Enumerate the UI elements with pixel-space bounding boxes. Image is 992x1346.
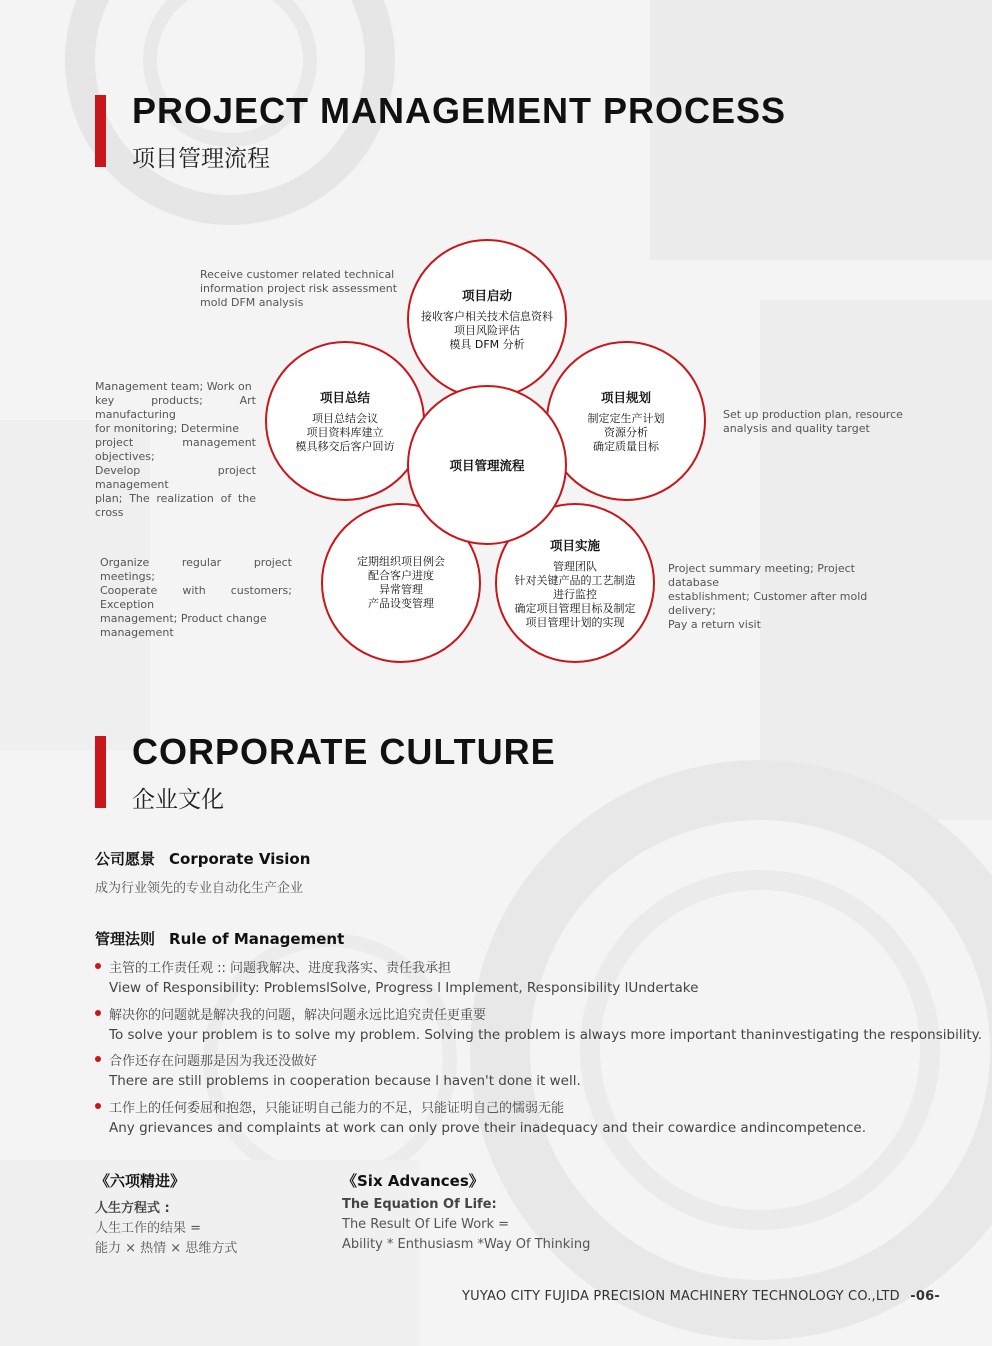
- circle-line: 模具 DFM 分析: [449, 338, 525, 351]
- circle-line: 接收客户相关技术信息资料: [421, 310, 553, 323]
- bullet-dot: [95, 1103, 101, 1109]
- circle-title: 项目总结: [319, 390, 370, 405]
- rules-label-cn: 管理法则: [95, 930, 156, 948]
- rule-text-cn: 工作上的任何委屈和抱怨，只能证明自己能力的不足，只能证明自己的懦弱无能: [109, 1101, 565, 1116]
- bullet-dot: [95, 963, 101, 969]
- circle-line: 针对关键产品的工艺制造: [514, 574, 636, 587]
- section-title-cn: 企业文化: [132, 787, 224, 813]
- page-title-cn: 项目管理流程: [132, 146, 270, 172]
- circle-line: 项目风险评估: [454, 324, 520, 337]
- circle-line: 确定质量目标: [593, 440, 659, 453]
- note-project-planning: Set up production plan, resource analysis and quality target: [723, 408, 903, 435]
- bullet-dot: [95, 1010, 101, 1016]
- advances-line1-cn: 人生工作的结果 =: [95, 1221, 202, 1236]
- circle-title: 项目实施: [549, 538, 600, 553]
- advances-sub-cn: 人生方程式 :: [95, 1201, 170, 1216]
- section-title: CORPORATE CULTURE: [132, 731, 556, 772]
- rule-text-cn: 主管的工作责任观 :: 问题我解决、进度我落实、责任我承担: [109, 961, 452, 976]
- rules-heading: [95, 928, 344, 949]
- circle-line: 配合客户进度: [368, 569, 434, 582]
- advances-line2-en: Ability * Enthusiasm *Way Of Thinking: [342, 1237, 591, 1252]
- rule-text-cn: 解决你的问题就是解决我的问题，解决问题永远比追究责任更重要: [109, 1008, 487, 1023]
- vision-label-cn: 公司愿景: [95, 850, 156, 868]
- circle-project-summary: [265, 341, 425, 501]
- rule-text-cn: 合作还存在问题那是因为我还没做好: [109, 1054, 318, 1069]
- note-project-control: Organize regular project meetings; Cooperate with customers; Exception management; Product change management: [100, 556, 292, 639]
- circle-line: 资源分析: [604, 426, 648, 439]
- vision-text: 成为行业领先的专业自动化生产企业: [95, 881, 304, 896]
- rules-label-en: Rule of Management: [169, 930, 345, 948]
- circle-line: 进行监控: [553, 588, 597, 601]
- section-accent-bar: [95, 95, 106, 167]
- circle-line: 定期组织项目例会: [357, 555, 445, 568]
- circle-project-start: [407, 239, 567, 399]
- footer-company: YUYAO CITY FUJIDA PRECISION MACHINERY TECHNOLOGY CO.,LTD: [462, 1289, 900, 1304]
- center-title: 项目管理流程: [449, 458, 525, 473]
- section-accent-bar: [95, 736, 106, 808]
- circle-line: 异常管理: [379, 583, 423, 596]
- rule-text-en: Any grievances and complaints at work can only prove their inadequacy and their cowardice andincompetence.: [109, 1120, 867, 1136]
- page-number: -06-: [910, 1289, 940, 1304]
- circle-line: 制定定生产计划: [587, 412, 665, 425]
- note-project-start: Receive customer related technical information project risk assessment mold DFM analysis: [200, 268, 398, 309]
- advances-line2-cn: 能力 × 热情 × 思维方式: [95, 1241, 238, 1256]
- advances-title-en: 《Six Advances》: [342, 1172, 484, 1190]
- advances-line1-en: The Result Of Life Work =: [342, 1217, 510, 1232]
- circle-line: 项目管理计划的实现: [525, 616, 625, 629]
- circle-project-planning: [546, 341, 706, 501]
- rule-text-en: To solve your problem is to solve my problem. Solving the problem is always more important thaninvestigating the responsibility.: [109, 1027, 982, 1043]
- page-title: PROJECT MANAGEMENT PROCESS: [132, 90, 787, 131]
- advances-title-cn: 《六项精进》: [95, 1172, 186, 1190]
- circle-line: 确定项目管理目标及制定: [514, 602, 636, 615]
- note-project-summary: Management team; Work on key products; Art manufacturing for monitoring; Determine project management objectives; Develop project management plan; The realization of the cross: [95, 380, 256, 519]
- advances-sub-en: The Equation Of Life:: [342, 1197, 497, 1212]
- circle-line: 项目资料库建立: [306, 426, 384, 439]
- bullet-dot: [95, 1056, 101, 1062]
- vision-heading: [95, 848, 310, 869]
- rule-text-en: View of Responsibility: ProblemslSolve, Progress l Implement, Responsibility lUndertake: [109, 980, 699, 996]
- circle-center-process: [407, 385, 567, 545]
- circle-title: 项目规划: [600, 390, 651, 405]
- vision-label-en: Corporate Vision: [169, 850, 311, 868]
- footer: [462, 1289, 940, 1304]
- circle-line: 管理团队: [553, 560, 597, 573]
- circle-line: 产品设变管理: [368, 597, 434, 610]
- note-project-implementation: Project summary meeting; Project database establishment; Customer after mold delivery; Pay a return visit: [668, 562, 868, 631]
- circle-title: 项目启动: [461, 288, 512, 303]
- rule-text-en: There are still problems in cooperation because l haven't done it well.: [109, 1073, 581, 1089]
- circle-line: 项目总结会议: [312, 412, 378, 425]
- circle-line: 模具移交后客户回访: [295, 440, 395, 453]
